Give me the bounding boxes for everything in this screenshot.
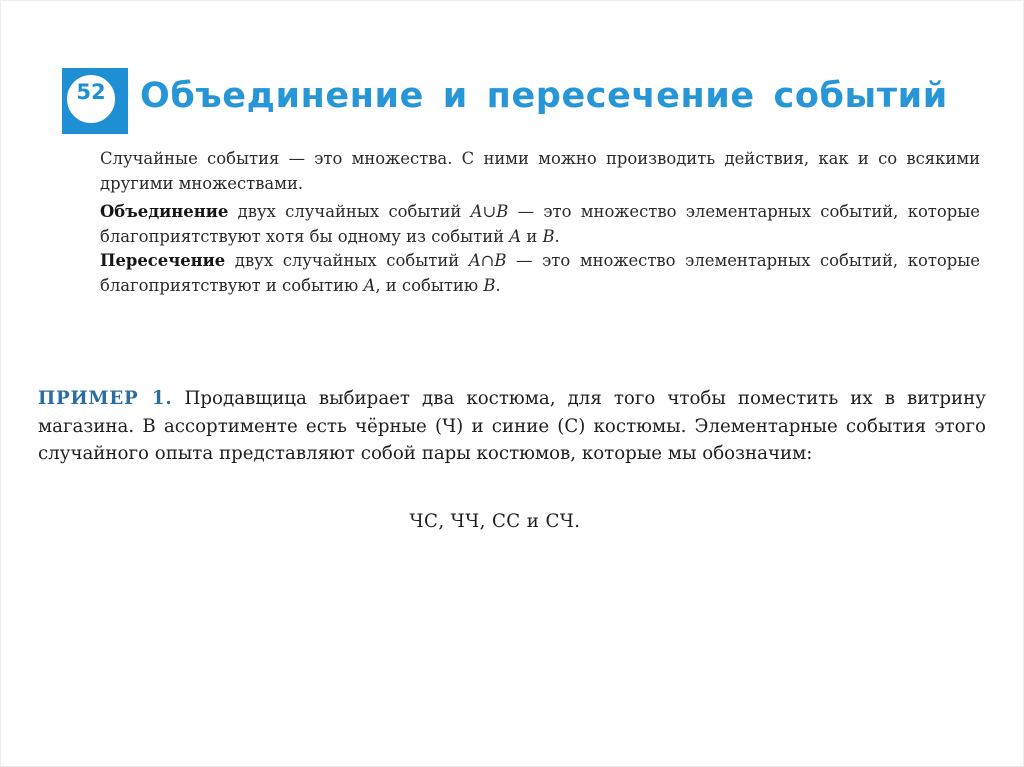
union-end: .	[554, 226, 560, 246]
section-number-badge	[62, 68, 128, 134]
union-definition	[100, 200, 980, 249]
section-title: Объединение и пересечение событий	[140, 76, 948, 116]
intersection-text-1: двух случайных событий	[225, 251, 469, 270]
intro-paragraph	[100, 147, 980, 196]
intersection-end: .	[495, 275, 501, 295]
intersection-event-b: B	[483, 275, 496, 295]
intersection-term: Пересечение	[100, 251, 226, 270]
intersection-text-2: — это множество элементарных событий, которые благоприятствуют и событию	[100, 251, 980, 295]
intro-text: Случайные события — это множества. С ними можно производить действия, как и со всякими другими множествами.	[100, 149, 980, 193]
union-event-b: B	[542, 226, 555, 246]
union-formula: A∪B	[470, 202, 509, 221]
intersection-conj: , и событию	[375, 275, 484, 295]
example-text: Продавщица выбирает два костюма, для того чтобы поместить их в витрину магазина. В ассортименте есть чёрные (Ч) и синие (С) костюмы. Элементарные события этого случайного опыта представляют собой пары костюмов, которые мы обозначим:	[38, 388, 986, 464]
example-label: ПРИМЕР 1.	[38, 388, 173, 409]
section-heading	[62, 68, 982, 136]
union-text-1: двух случайных событий	[228, 202, 471, 221]
union-term: Объединение	[100, 202, 229, 221]
intersection-event-a: A	[363, 275, 376, 295]
intersection-formula: A∩B	[468, 251, 507, 270]
example-paragraph	[38, 385, 986, 468]
union-event-a: A	[509, 226, 522, 246]
union-conj: и	[521, 226, 543, 246]
intersection-definition	[100, 249, 980, 298]
section-number: 52	[76, 80, 106, 104]
example-pairs: ЧС, ЧЧ, СС и СЧ.	[409, 511, 581, 532]
union-text-2: — это множество элементарных событий, которые благоприятствуют хотя бы одному из событий	[100, 202, 980, 246]
